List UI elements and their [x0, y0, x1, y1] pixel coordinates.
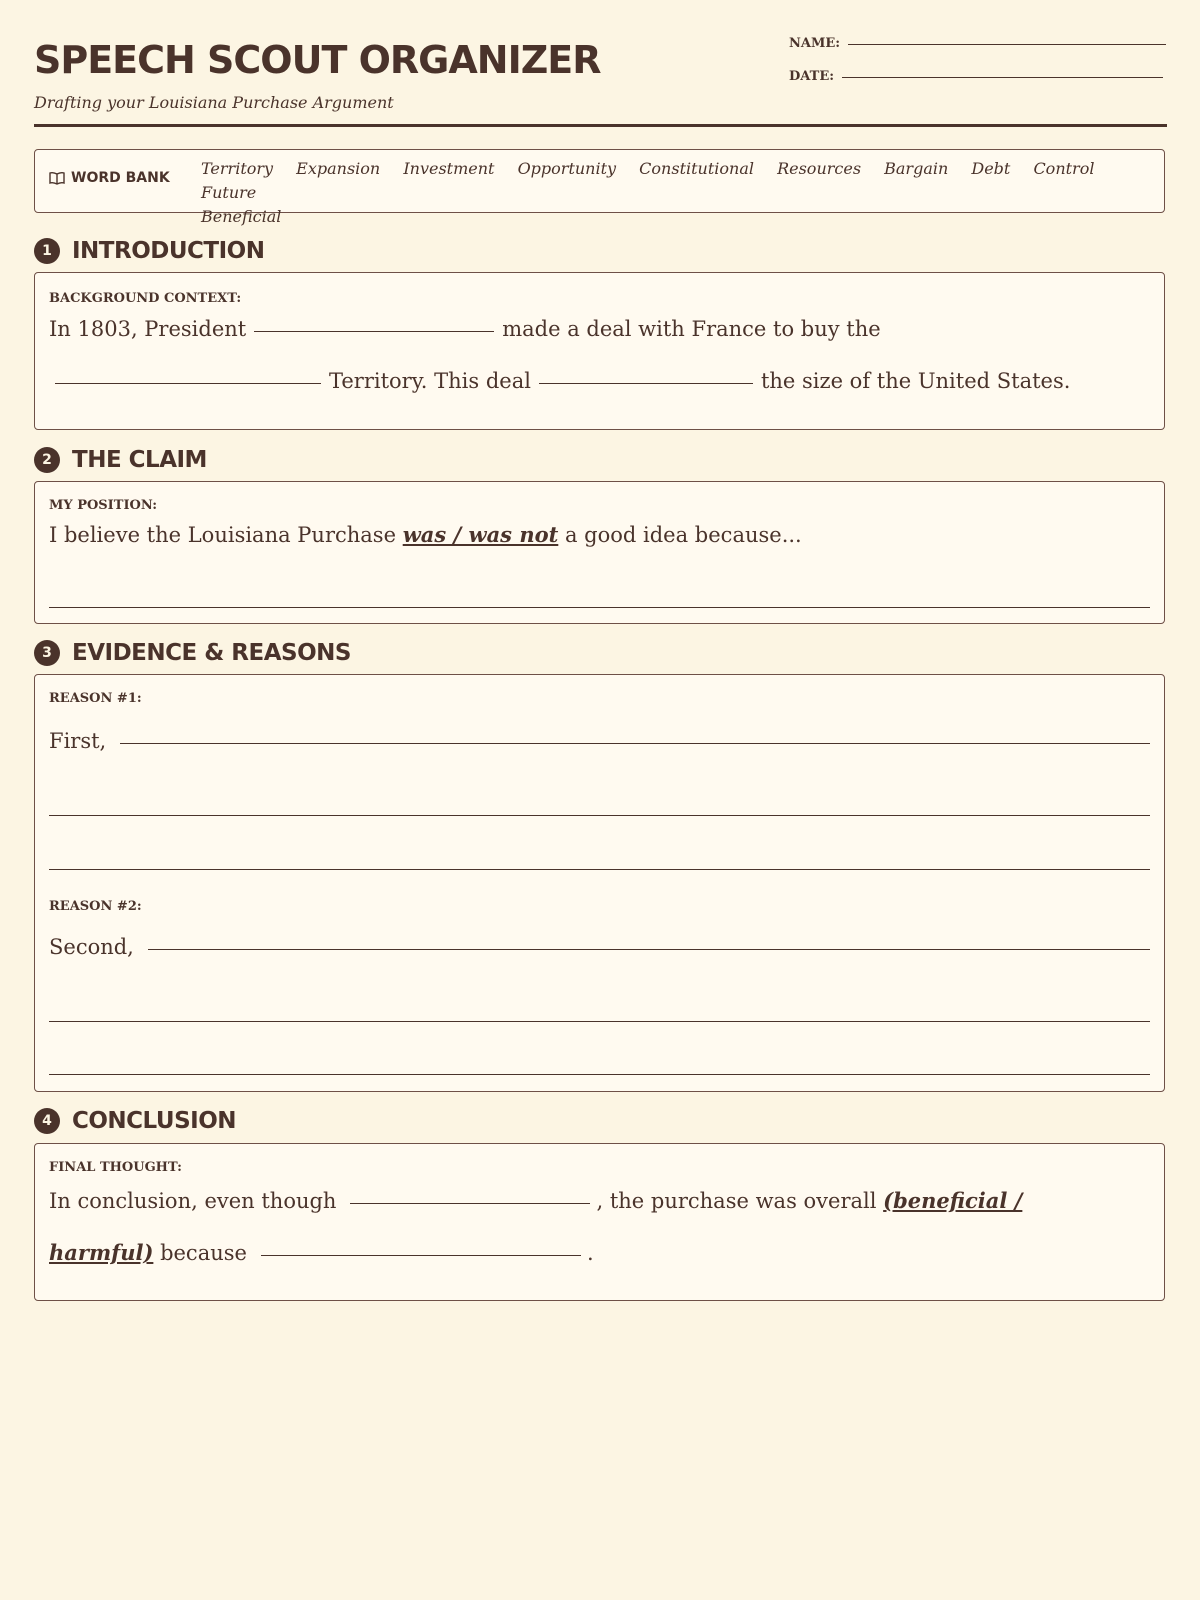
- section-title: EVIDENCE & REASONS: [72, 640, 351, 666]
- word-bank-word: Control: [1033, 159, 1095, 178]
- section-title: CONCLUSION: [72, 1108, 236, 1134]
- word-bank-list: [201, 157, 1151, 229]
- my-position-label: MY POSITION:: [49, 498, 158, 513]
- header-divider: [34, 124, 1167, 127]
- intro-text: made a deal with France to buy the: [502, 317, 881, 341]
- reason-2-line: [49, 935, 1150, 959]
- reason-1-line: [49, 729, 1150, 753]
- intro-sentence-line-1: [49, 317, 881, 341]
- claim-writing-line[interactable]: [49, 607, 1150, 608]
- word-bank-label: WORD BANK: [71, 170, 170, 186]
- reason-1-writing-line[interactable]: [49, 815, 1150, 816]
- reason-2-writing-line[interactable]: [49, 1021, 1150, 1022]
- book-icon: [49, 171, 65, 185]
- beneficial-harmful-choice[interactable]: (beneficial /: [883, 1188, 1023, 1213]
- deal-effect-blank[interactable]: [539, 383, 753, 384]
- word-bank-word: Opportunity: [517, 159, 617, 178]
- reason-2-blank[interactable]: [148, 949, 1150, 950]
- conclusion-text: .: [586, 1241, 594, 1265]
- conclusion-text: , the purchase was overall: [596, 1189, 877, 1213]
- date-line[interactable]: [842, 77, 1163, 78]
- section-number: 4: [34, 1108, 60, 1134]
- introduction-box: [34, 272, 1165, 430]
- beneficial-harmful-choice[interactable]: harmful): [49, 1240, 154, 1265]
- section-title: THE CLAIM: [72, 447, 207, 473]
- background-context-label: BACKGROUND CONTEXT:: [49, 291, 242, 306]
- reason-1-blank[interactable]: [120, 743, 1150, 744]
- page-title: SPEECH SCOUT ORGANIZER: [34, 38, 601, 82]
- section-number: 1: [34, 238, 60, 264]
- president-blank[interactable]: [254, 331, 494, 332]
- name-field[interactable]: [789, 36, 1166, 51]
- conclusion-text: In conclusion, even though: [49, 1189, 337, 1213]
- date-label: DATE:: [789, 69, 835, 84]
- word-bank-word: Constitutional: [639, 159, 754, 178]
- word-bank-word: Territory: [201, 159, 274, 178]
- reason-1-label: REASON #1:: [49, 691, 142, 706]
- section-number: 3: [34, 640, 60, 666]
- section-number: 2: [34, 447, 60, 473]
- date-field[interactable]: [789, 69, 1163, 84]
- conclusion-line-1: [49, 1188, 1022, 1213]
- claim-text: a good idea because...: [564, 523, 802, 547]
- intro-text: Territory. This deal: [329, 369, 531, 393]
- section-title: INTRODUCTION: [72, 238, 265, 264]
- even-though-blank[interactable]: [350, 1203, 590, 1204]
- word-bank-word: Beneficial: [201, 207, 282, 226]
- page-subtitle: Drafting your Louisiana Purchase Argument: [34, 93, 394, 112]
- conclusion-box: [34, 1143, 1165, 1301]
- reason-1-writing-line[interactable]: [49, 869, 1150, 870]
- claim-text: I believe the Louisiana Purchase: [49, 523, 397, 547]
- word-bank-word: Expansion: [296, 159, 381, 178]
- claim-sentence: [49, 522, 802, 547]
- section-claim-header: [34, 447, 207, 473]
- word-bank-word: Bargain: [884, 159, 949, 178]
- intro-sentence-line-2: [55, 369, 1070, 393]
- name-label: NAME:: [789, 36, 841, 51]
- intro-text: the size of the United States.: [760, 369, 1071, 393]
- claim-box: [34, 481, 1165, 624]
- reason-2-start: Second,: [49, 935, 134, 959]
- reason-2-label: REASON #2:: [49, 899, 142, 914]
- final-thought-label: FINAL THOUGHT:: [49, 1160, 182, 1175]
- reason-2-writing-line[interactable]: [49, 1074, 1150, 1075]
- name-line[interactable]: [848, 44, 1166, 45]
- section-introduction-header: [34, 238, 264, 264]
- word-bank: [34, 149, 1165, 226]
- conclusion-text: because: [160, 1241, 247, 1265]
- intro-text: In 1803, President: [49, 317, 247, 341]
- reason-1-start: First,: [49, 729, 107, 753]
- was-was-not-choice[interactable]: was / was not: [402, 522, 559, 547]
- section-evidence-header: [34, 640, 351, 666]
- evidence-box: [34, 674, 1165, 1092]
- word-bank-word: Investment: [403, 159, 495, 178]
- word-bank-word: Future: [201, 183, 257, 202]
- word-bank-header: [49, 170, 170, 186]
- word-bank-word: Debt: [971, 159, 1011, 178]
- section-conclusion-header: [34, 1108, 236, 1134]
- because-blank[interactable]: [261, 1255, 581, 1256]
- territory-blank[interactable]: [55, 383, 321, 384]
- conclusion-line-2: [49, 1240, 594, 1265]
- word-bank-word: Resources: [777, 159, 862, 178]
